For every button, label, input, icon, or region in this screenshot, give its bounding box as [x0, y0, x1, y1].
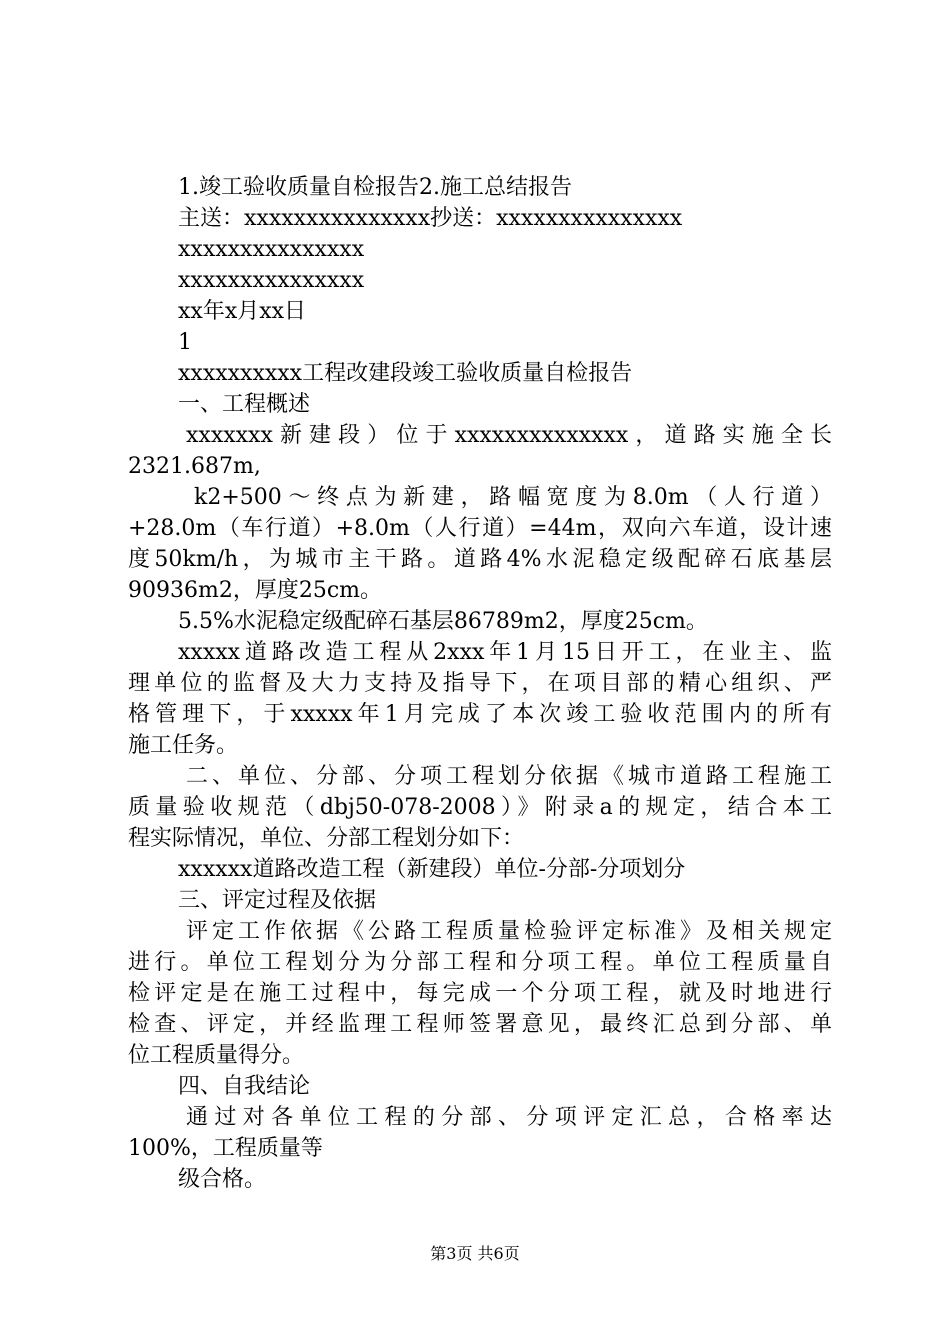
report-title: xxxxxxxxxx工程改建段竣工验收质量自检报告: [178, 361, 633, 386]
sender-line: xxxxxxxxxxxxxxx: [178, 237, 365, 262]
section-heading: 四、自我结论: [178, 1074, 311, 1099]
paragraph-line: 度50km/h，为城市主干路。道路4%水泥稳定级配碎石底基层: [128, 547, 832, 572]
paragraph-line: 质量验收规范（dbj50-078-2008）》附录a的规定，结合本工: [128, 795, 832, 820]
paragraph-line: 5.5%水泥稳定级配碎石基层86789m2，厚度25cm。: [178, 609, 708, 634]
recipients-line: 主送：xxxxxxxxxxxxxxx抄送：xxxxxxxxxxxxxxx: [178, 206, 683, 231]
paragraph-line: 程实际情况，单位、分部工程划分如下：: [128, 826, 525, 851]
paragraph-line: 级合格。: [178, 1167, 267, 1192]
attachments-line: 1.竣工验收质量自检报告2.施工总结报告: [178, 175, 572, 200]
paragraph-line: 评定工作依据《公路工程质量检验评定标准》及相关规定: [186, 919, 832, 944]
paragraph-line: 90936m2，厚度25cm。: [128, 578, 383, 603]
paragraph-line: +28.0m（车行道）+8.0m（人行道）=44m，双向六车道，设计速: [128, 516, 832, 541]
paragraph-line: xxxxx道路改造工程从2xxx年1月15日开工，在业主、监: [178, 640, 832, 665]
paragraph-line: xxxxxxx新建段）位于xxxxxxxxxxxxxx，道路实施全长: [186, 423, 832, 448]
date-line: xx年x月xx日: [178, 299, 307, 324]
paragraph-line: k2+500～终点为新建，路幅宽度为8.0m（人行道）: [194, 485, 832, 510]
paragraph-line: 格管理下，于xxxxx年1月完成了本次竣工验收范围内的所有: [128, 702, 832, 727]
page-number-line: 1: [178, 330, 192, 355]
paragraph-line: 100%，工程质量等: [128, 1136, 323, 1161]
section-heading: 二、单位、分部、分项工程划分依据《城市道路工程施工: [186, 764, 832, 789]
paragraph-line: 通过对各单位工程的分部、分项评定汇总，合格率达: [186, 1105, 832, 1130]
paragraph-line: 理单位的监督及大力支持及指导下，在项目部的精心组织、严: [128, 671, 832, 696]
sender-line: xxxxxxxxxxxxxxx: [178, 268, 365, 293]
document-body: [128, 172, 832, 1195]
paragraph-line: 位工程质量得分。: [128, 1043, 305, 1068]
page-footer: 第3页 共6页: [430, 1244, 520, 1263]
paragraph-line: 进行。单位工程划分为分部工程和分项工程。单位工程质量自: [128, 950, 832, 975]
paragraph-line: 2321.687m,: [128, 454, 261, 479]
section-heading: 一、工程概述: [178, 392, 311, 417]
paragraph-line: 检评定是在施工过程中，每完成一个分项工程，就及时地进行: [128, 981, 832, 1006]
section-heading: 三、评定过程及依据: [178, 888, 377, 913]
paragraph-line: 施工任务。: [128, 733, 239, 758]
paragraph-line: xxxxxx道路改造工程（新建段）单位-分部-分项划分: [178, 857, 686, 882]
paragraph-line: 检查、评定，并经监理工程师签署意见，最终汇总到分部、单: [128, 1012, 832, 1037]
